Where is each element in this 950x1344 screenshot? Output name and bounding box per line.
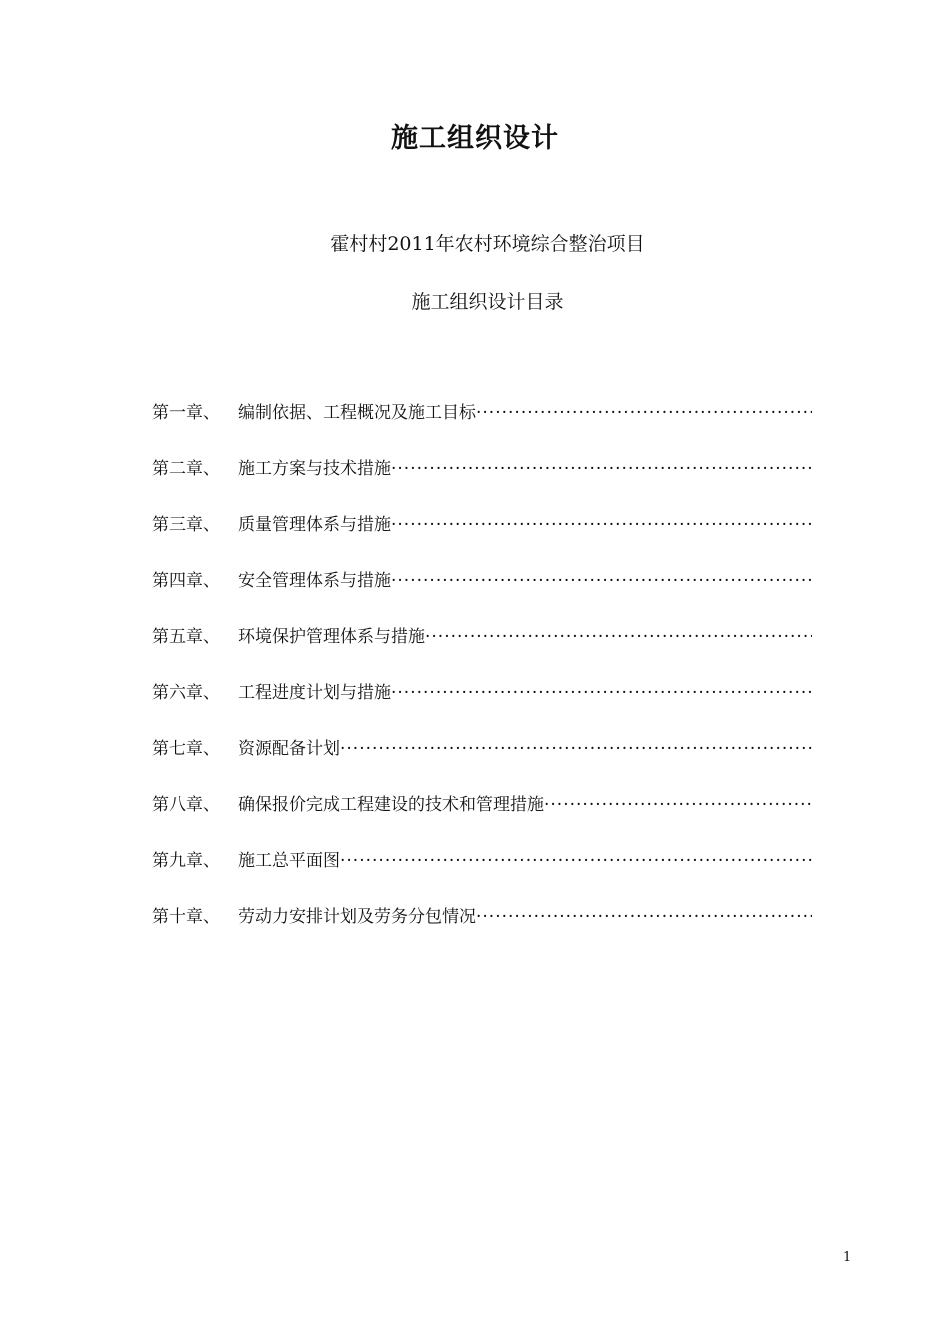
toc-chapter-title: 确保报价完成工程建设的技术和管理措施 [238, 795, 544, 815]
toc-chapter-title: 资源配备计划 [238, 739, 340, 759]
table-of-contents [152, 398, 812, 958]
toc-chapter-title: 质量管理体系与措施 [238, 515, 391, 535]
toc-item [152, 790, 812, 846]
toc-item [152, 902, 812, 958]
toc-item [152, 622, 812, 678]
toc-leader-dots [340, 851, 812, 871]
toc-chapter-number: 第一章、 [152, 403, 220, 423]
toc-leader-dots [476, 403, 812, 423]
toc-item [152, 566, 812, 622]
toc-leader-dots [391, 459, 812, 479]
toc-item [152, 678, 812, 734]
toc-leader-dots [476, 907, 812, 927]
toc-chapter-title: 施工总平面图 [238, 851, 340, 871]
toc-item [152, 510, 812, 566]
toc-heading: 施工组织设计目录 [411, 291, 564, 313]
toc-item [152, 734, 812, 790]
toc-chapter-title: 编制依据、工程概况及施工目标 [238, 403, 476, 423]
toc-chapter-number: 第八章、 [152, 795, 220, 815]
toc-item [152, 454, 812, 510]
toc-chapter-number: 第五章、 [152, 627, 220, 647]
page-number: 1 [843, 1250, 852, 1265]
toc-chapter-number: 第六章、 [152, 683, 220, 703]
toc-chapter-title: 环境保护管理体系与措施 [238, 627, 425, 647]
toc-chapter-number: 第二章、 [152, 459, 220, 479]
toc-chapter-number: 第九章、 [152, 851, 220, 871]
toc-chapter-number: 第七章、 [152, 739, 220, 759]
toc-item [152, 398, 812, 454]
toc-chapter-title: 工程进度计划与措施 [238, 683, 391, 703]
toc-chapter-title: 劳动力安排计划及劳务分包情况 [238, 907, 476, 927]
document-title: 施工组织设计 [391, 123, 559, 154]
toc-leader-dots [340, 739, 812, 759]
toc-chapter-number: 第四章、 [152, 571, 220, 591]
toc-leader-dots [425, 627, 812, 647]
toc-leader-dots [544, 795, 812, 815]
toc-chapter-number: 第十章、 [152, 907, 220, 927]
toc-item [152, 846, 812, 902]
toc-leader-dots [391, 515, 812, 535]
toc-chapter-number: 第三章、 [152, 515, 220, 535]
project-name: 霍村村2011年农村环境综合整治项目 [330, 233, 645, 255]
toc-chapter-title: 施工方案与技术措施 [238, 459, 391, 479]
toc-leader-dots [391, 683, 812, 703]
toc-leader-dots [391, 571, 812, 591]
toc-chapter-title: 安全管理体系与措施 [238, 571, 391, 591]
